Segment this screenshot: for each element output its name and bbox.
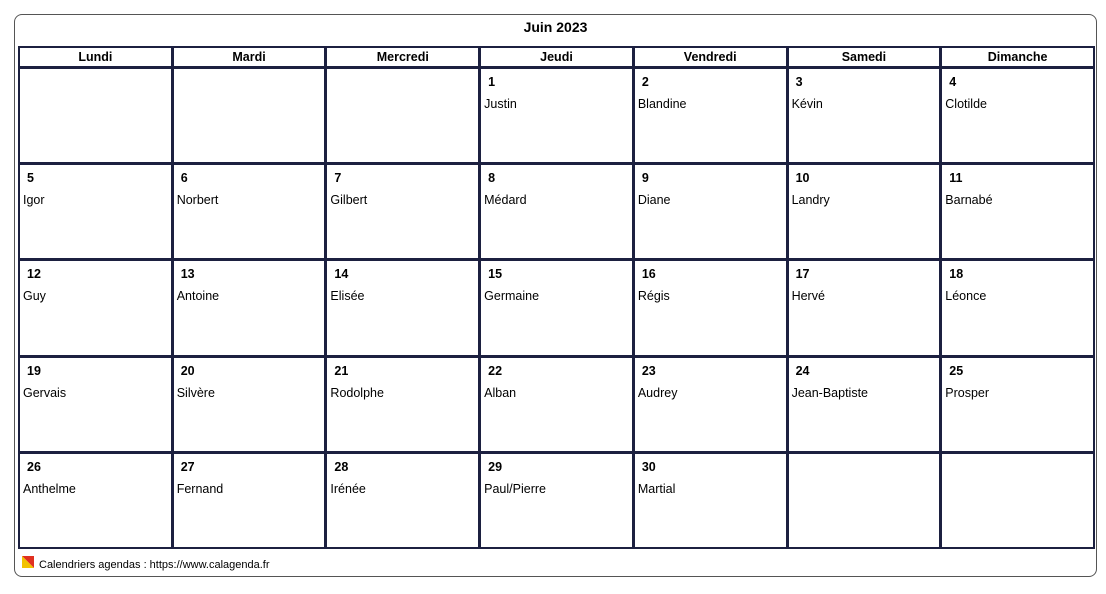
- saint-name: Barnabé: [945, 193, 993, 208]
- day-number: 5: [27, 171, 34, 186]
- footer: [22, 556, 270, 574]
- day-number: 13: [180, 267, 195, 282]
- saint-name: Hervé: [791, 289, 825, 304]
- day-number: 10: [795, 171, 810, 186]
- day-cell: [20, 358, 171, 451]
- day-number: 18: [949, 267, 964, 282]
- saint-name: Antoine: [176, 289, 220, 304]
- day-cell: [327, 358, 478, 451]
- empty-day-cell: [942, 454, 1093, 547]
- day-cell: [942, 165, 1093, 258]
- day-number: 7: [334, 171, 342, 186]
- empty-day-cell: [174, 69, 325, 162]
- saint-name: Igor: [23, 193, 45, 208]
- saint-name: Germaine: [484, 289, 540, 304]
- empty-day-cell: [20, 69, 171, 162]
- day-number: 27: [180, 459, 195, 474]
- saint-name: Rodolphe: [330, 385, 384, 400]
- weekday-header-tuesday: Mardi: [174, 48, 325, 66]
- saint-name: Médard: [484, 193, 527, 208]
- day-cell: [327, 165, 478, 258]
- day-cell: [174, 358, 325, 451]
- day-number: 25: [949, 363, 964, 378]
- day-cell: [481, 69, 632, 162]
- saint-name: Kévin: [791, 97, 823, 111]
- weekday-header-sunday: Dimanche: [942, 48, 1093, 66]
- weekday-header-saturday: Samedi: [789, 48, 940, 66]
- saint-name: Irénée: [330, 481, 366, 496]
- day-number: 11: [949, 171, 963, 186]
- day-cell: [481, 165, 632, 258]
- saint-name: Elisée: [330, 289, 365, 304]
- saint-name: Justin: [484, 97, 517, 111]
- day-cell: [20, 454, 171, 547]
- day-cell: [635, 165, 786, 258]
- day-cell: [789, 261, 940, 354]
- day-cell: [327, 261, 478, 354]
- day-number: 3: [795, 75, 803, 89]
- empty-day-cell: [327, 69, 478, 162]
- weekday-header-friday: Vendredi: [635, 48, 786, 66]
- day-number: 12: [27, 267, 41, 282]
- day-cell: [481, 358, 632, 451]
- day-number: 8: [488, 171, 496, 186]
- day-cell: [635, 358, 786, 451]
- day-number: 23: [641, 363, 656, 378]
- day-cell: [789, 358, 940, 451]
- day-cell: [174, 165, 325, 258]
- day-cell: [942, 261, 1093, 354]
- day-cell: [942, 69, 1093, 162]
- day-cell: [789, 69, 940, 162]
- day-number: 30: [641, 459, 656, 474]
- day-number: 28: [334, 459, 349, 474]
- day-number: 14: [334, 267, 349, 282]
- saint-name: Prosper: [945, 385, 990, 400]
- day-number: 2: [641, 75, 649, 89]
- saint-name: Paul/Pierre: [484, 481, 546, 496]
- saint-name: Diane: [637, 193, 671, 208]
- empty-day-cell: [789, 454, 940, 547]
- day-cell: [327, 454, 478, 547]
- day-cell: [481, 261, 632, 354]
- day-number: 17: [795, 267, 810, 282]
- day-cell: [20, 165, 171, 258]
- day-number: 24: [795, 363, 810, 378]
- day-number: 9: [641, 171, 649, 186]
- day-number: 6: [180, 171, 188, 186]
- day-cell: [481, 454, 632, 547]
- day-cell: [174, 454, 325, 547]
- day-cell: [20, 261, 171, 354]
- saint-name: Jean-Baptiste: [791, 385, 868, 400]
- saint-name: Audrey: [637, 385, 678, 400]
- saint-name: Silvère: [176, 385, 215, 400]
- day-cell: [635, 261, 786, 354]
- saint-name: Guy: [23, 289, 46, 304]
- saint-name: Clotilde: [945, 97, 987, 111]
- weekday-header-monday: Lundi: [20, 48, 171, 66]
- saint-name: Gervais: [23, 385, 67, 400]
- calendar-logo-icon: [22, 556, 34, 568]
- saint-name: Léonce: [945, 289, 987, 304]
- saint-name: Norbert: [176, 193, 219, 208]
- calendar-grid: [18, 46, 1095, 549]
- calendar-title: Juin 2023: [523, 19, 588, 35]
- day-cell: [174, 261, 325, 354]
- day-cell: [635, 69, 786, 162]
- saint-name: Martial: [637, 481, 676, 496]
- day-number: 29: [488, 459, 503, 474]
- saint-name: Régis: [637, 289, 670, 304]
- day-number: 19: [27, 363, 41, 378]
- day-number: 15: [488, 267, 503, 282]
- saint-name: Alban: [484, 385, 517, 400]
- footer-text[interactable]: Calendriers agendas : https://www.calagenda.fr: [39, 559, 270, 571]
- day-cell: [635, 454, 786, 547]
- day-number: 21: [334, 363, 349, 378]
- saint-name: Fernand: [176, 481, 224, 496]
- day-number: 20: [180, 363, 195, 378]
- day-number: 26: [27, 459, 41, 474]
- saint-name: Landry: [791, 193, 830, 208]
- saint-name: Gilbert: [330, 193, 368, 208]
- weekday-header-thursday: Jeudi: [481, 48, 632, 66]
- saint-name: Anthelme: [23, 481, 76, 496]
- weekday-header-wednesday: Mercredi: [327, 48, 478, 66]
- day-cell: [789, 165, 940, 258]
- saint-name: Blandine: [637, 97, 687, 111]
- day-number: 1: [488, 75, 496, 89]
- day-number: 16: [641, 267, 656, 282]
- day-cell: [942, 358, 1093, 451]
- day-number: 4: [949, 75, 957, 89]
- day-number: 22: [488, 363, 503, 378]
